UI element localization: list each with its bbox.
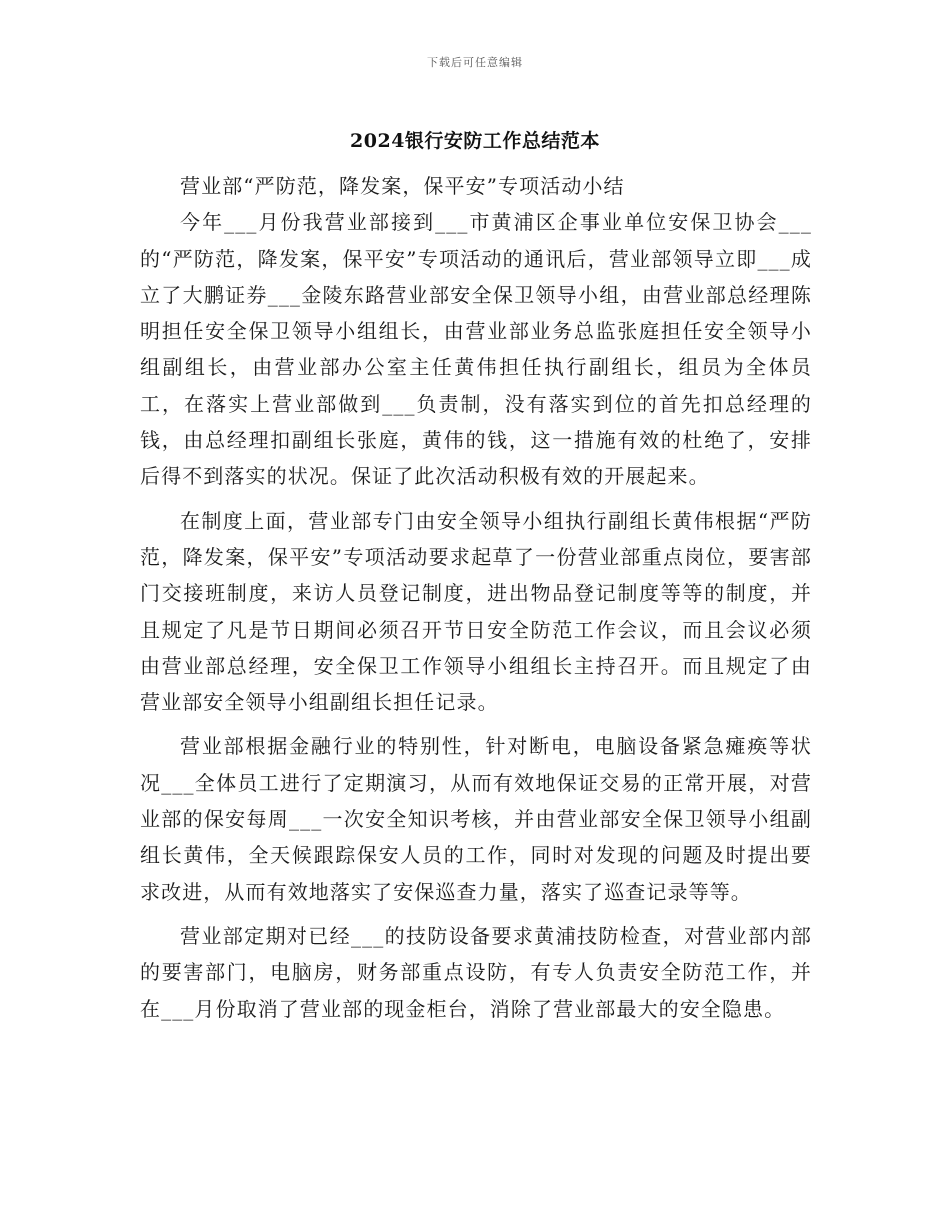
- section-subtitle: 营业部“严防范，降发案，保平安”专项活动小结: [180, 174, 625, 198]
- document-title: 2024银行安防工作总结范本: [350, 130, 600, 152]
- paragraph: 今年___月份我营业部接到___市黄浦区企事业单位安保卫协会___的“严防范，降发案，保平安”专项活动的通讯后，营业部领导立即___成立了大鹏证券___金陵东路营业部安全保卫领导小组，由营业部总经理陈明担任安全保卫领导小组组长，由营业部业务总监张庭担任安全领导小组副组长，由营业部办公室主任黄伟担任执行副组长，组员为全体员工，在落实上营业部做到___负责制，没有落实到位的首先扣总经理的钱，由总经理扣副组长张庭，黄伟的钱，这一措施有效的杜绝了，安排后得不到落实的状况。保证了此次活动积极有效的开展起来。: [140, 210, 812, 489]
- paragraph: 营业部根据金融行业的特别性，针对断电，电脑设备紧急瘫痪等状况___全体员工进行了定期演习，从而有效地保证交易的正常开展，对营业部的保安每周___一次安全知识考核，并由营业部安全保卫领导小组副组长黄伟，全天候跟踪保安人员的工作，同时对发现的问题及时提出要求改进，从而有效地落实了安保巡查力量，落实了巡查记录等等。: [140, 734, 812, 904]
- paragraph: 营业部定期对已经___的技防设备要求黄浦技防检查，对营业部内部的要害部门，电脑房，财务部重点设防，有专人负责安全防范工作，并在___月份取消了营业部的现金柜台，消除了营业部最大的安全隐患。: [140, 923, 812, 1021]
- paragraph: 在制度上面，营业部专门由安全领导小组执行副组长黄伟根据“严防范，降发案，保平安”专项活动要求起草了一份营业部重点岗位，要害部门交接班制度，来访人员登记制度，进出物品登记制度等等的制度，并且规定了凡是节日期间必须召开节日安全防范工作会议，而且会议必须由营业部总经理，安全保卫工作领导小组组长主持召开。而且规定了由营业部安全领导小组副组长担任记录。: [140, 508, 812, 715]
- header-note: 下载后可任意编辑: [427, 56, 523, 69]
- document-body: [140, 168, 812, 1027]
